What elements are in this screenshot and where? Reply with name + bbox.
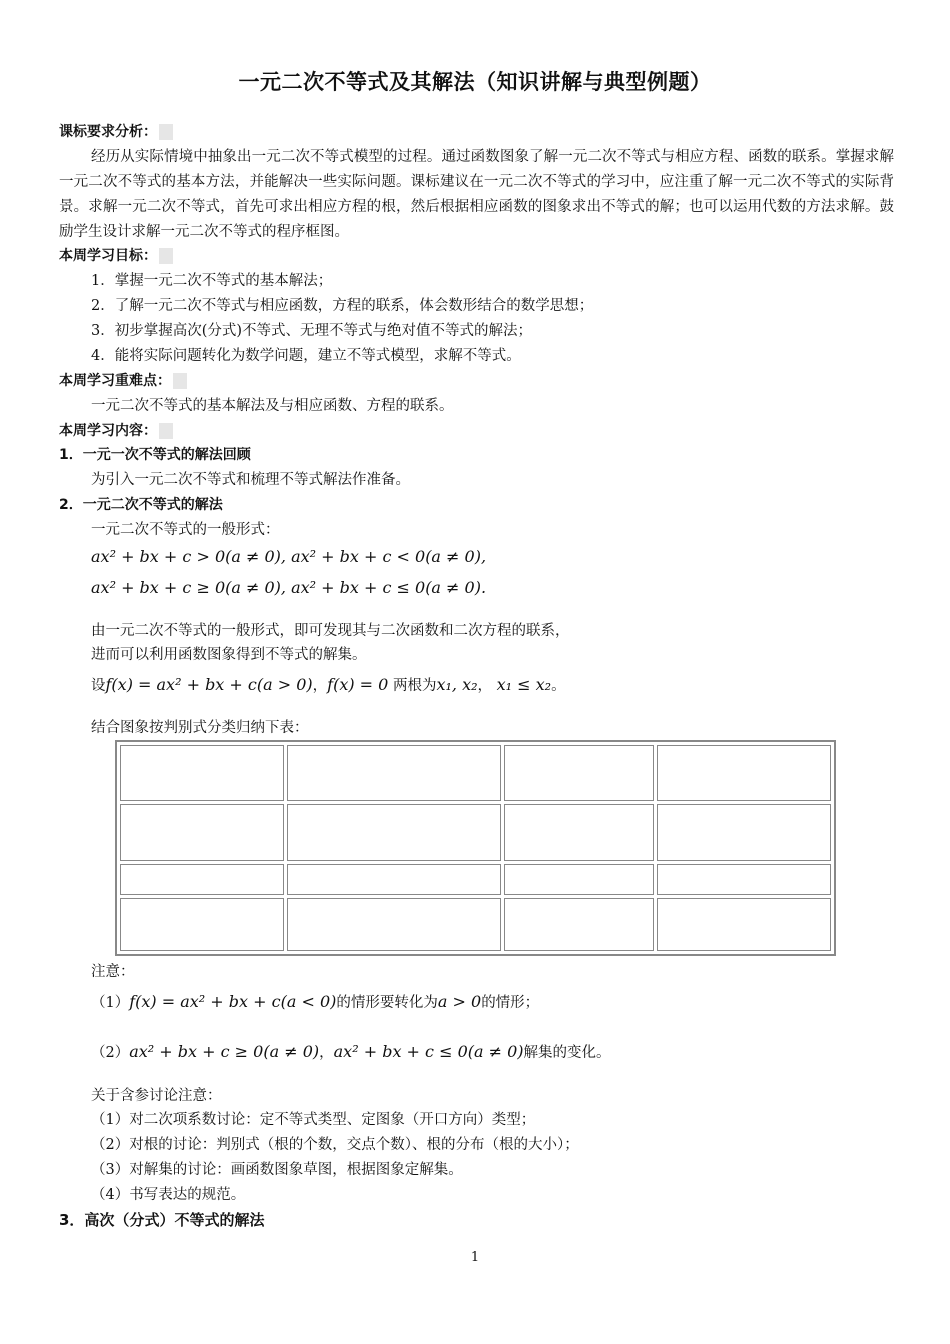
note-1-suffix: 的情形； [481,995,540,1011]
assumption-period: 。 [551,678,566,694]
content-heading: 本周学习内容： [59,421,173,441]
table-cell [287,898,501,951]
table-cell [657,864,831,895]
relation-text-1: 由一元二次不等式的一般形式，即可发现其与二次函数和二次方程的联系， [91,623,570,639]
param-label: 关于含参讨论注意： [91,1088,222,1104]
general-form-formula-1: ax² + bx + c > 0(a ≠ 0), ax² + bx + c < 0(a ≠ 0), [91,547,487,566]
assumption-comma-2: ， [477,678,492,694]
assumption-equation: f(x) = 0 [327,675,389,694]
goal-item: 3．初步掌握高次(分式)不等式、无理不等式与绝对值不等式的解法； [91,323,533,339]
curriculum-heading: 课标要求分析： [59,122,173,142]
key-points-heading: 本周学习重难点： [59,371,187,391]
table-row [120,898,831,951]
note-1-formula: f(x) = ax² + bx + c(a < 0) [129,992,337,1011]
table-cell [287,864,501,895]
note-2-suffix: 解集的变化。 [523,1045,611,1061]
assumption-function: f(x) = ax² + bx + c(a > 0) [105,675,313,694]
notes-label: 注意： [91,964,135,980]
param-item: （1）对二次项系数讨论：定不等式类型、定图象（开口方向）类型； [91,1112,536,1128]
section-1-text: 为引入一元二次不等式和梳理不等式解法作准备。 [91,472,410,488]
note-2-formula-2: ax² + bx + c ≤ 0(a ≠ 0) [333,1042,524,1061]
table-intro: 结合图象按判别式分类归纳下表： [91,720,309,736]
general-form-label: 一元二次不等式的一般形式： [91,522,280,538]
table-cell [657,898,831,951]
table-row [120,864,831,895]
note-1-prefix: （1） [91,995,130,1011]
page-title: 一元二次不等式及其解法（知识讲解与典型例题） [238,70,712,94]
table-header-cell [504,745,654,801]
goal-item: 4．能将实际问题转化为数学问题，建立不等式模型，求解不等式。 [91,348,521,364]
param-item: （3）对解集的讨论：画函数图象草图，根据图象定解集。 [91,1162,463,1178]
param-item: （4）书写表达的规范。 [91,1187,246,1203]
goal-item: 2．了解一元二次不等式与相应函数，方程的联系，体会数形结合的数学思想； [91,298,594,314]
general-form-formula-2: ax² + bx + c ≥ 0(a ≠ 0), ax² + bx + c ≤ 0(a ≠ 0). [91,578,487,597]
note-2-prefix: （2） [91,1045,130,1061]
table-cell [657,804,831,860]
table-row [120,804,831,860]
section-2-heading: 2．一元二次不等式的解法 [59,497,223,513]
curriculum-paragraph: 经历从实际情境中抽象出一元二次不等式模型的过程。通过函数图象了解一元二次不等式与相应方程、函数的联系。掌握求解一元二次不等式的基本方法，并能解决一些实际问题。课标建议在一元二次不等式的学习中，应注重了解一元二次不等式的实际背景。求解一元二次不等式，首先可求出相应方程的根，然后根据相应函数的图象求出不等式的解；也可以运用代数的方法求解。鼓励学生设计求解一元二次不等式的程序框图。 [59,149,894,240]
solution-set-table [115,740,836,956]
section-3-heading: 3．高次（分式）不等式的解法 [59,1211,265,1229]
assumption-roots-label: 两根为 [392,678,437,694]
table-cell [504,864,654,895]
note-1 [91,992,539,1013]
table-cell [120,864,284,895]
table-header-cell [120,745,284,801]
key-points-text: 一元二次不等式的基本解法及与相应函数、方程的联系。 [91,398,454,414]
table-header-cell [657,745,831,801]
goal-item: 1．掌握一元二次不等式的基本解法； [91,273,333,289]
assumption-order: x₁ ≤ x₂ [496,675,552,694]
relation-text-2: 进而可以利用函数图象得到不等式的解集。 [91,647,367,663]
table-cell [504,804,654,860]
assumption-roots: x₁, x₂ [436,675,478,694]
note-2-formula-1: ax² + bx + c ≥ 0(a ≠ 0) [129,1042,320,1061]
table-cell [287,804,501,860]
assumption-comma: ， [312,678,328,694]
goals-heading: 本周学习目标： [59,246,173,266]
note-2-comma: ， [319,1045,334,1061]
param-item: （2）对根的讨论：判别式（根的个数，交点个数）、根的分布（根的大小）； [91,1137,579,1153]
section-1-heading: 1．一元一次不等式的解法回顾 [59,447,251,463]
assumption-line [91,675,566,696]
table-cell [504,898,654,951]
table-cell [120,898,284,951]
note-1-formula-2: a > 0 [437,992,482,1011]
table-header-row [120,745,831,801]
table-header-cell [287,745,501,801]
note-1-mid: 的情形要转化为 [336,995,438,1011]
assumption-prefix: 设 [91,678,106,694]
note-2 [91,1042,611,1063]
table-cell [120,804,284,860]
page-number: 1 [470,1250,480,1265]
